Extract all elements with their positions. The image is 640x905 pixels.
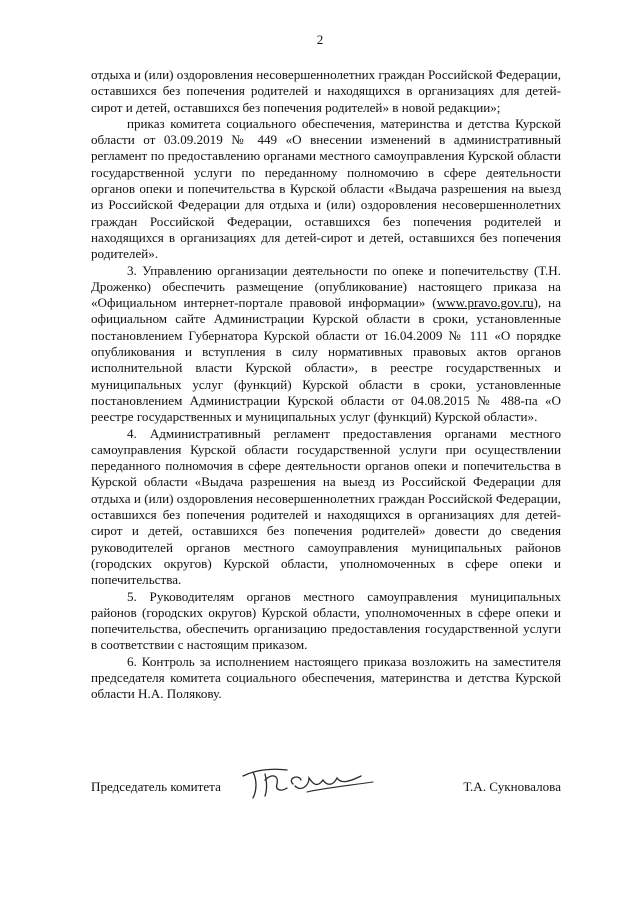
paragraph-3-text-b: ), на официальном сайте Администрации Курской области в сроки, установленные постановлением Губернатора Курской области от 16.04.2009 № 111 «О порядке опубликования и вступления в силу нормативных правовых актов органов исполнительной власти Курской области», в реестре государственных и муниципальных услуг (функций) Курской области в сроки, установленные постановлением Администрации Курской области от 04.08.2015 № 488-па «О реестре государственных и муниципальных услуг (функций) Курской области».: [91, 295, 562, 425]
paragraph-6: 6. Контроль за исполнением настоящего приказа возложить на заместителя председателя комитета социального обеспечения, материнства и детства Курской области Н.А. Полякову.: [91, 653, 561, 702]
paragraph-continuation: отдыха и (или) оздоровления несовершеннолетних граждан Российской Федерации, оставшихся без попечения родителей и находящихся в организациях для детей-сирот и детей, оставшихся без попечения родителей» в новой редакции»;: [91, 67, 561, 115]
paragraph-3-text-a: 3. Управлению организации деятельности по опеке и попечительству (Т.Н. Дроженко) обеспечить размещение (опубликование) настоящего приказа на «Официальном интернет-портале правовой информации» (: [91, 262, 561, 311]
handwritten-signature: [237, 756, 377, 802]
page-number: 2: [316, 32, 324, 47]
paragraph-3: [91, 263, 561, 426]
paragraph-5: 5. Руководителям органов местного самоуправления муниципальных районов (городских округов) Курской области, уполномоченных в сфере опеки и попечительства, обеспечить организацию предоставления государственной услуги в соответствии с настоящим приказом.: [91, 588, 561, 653]
document-body: [91, 67, 561, 703]
signature-block: [91, 774, 561, 814]
signer-name: Т.А. Сукновалова: [463, 779, 561, 794]
paragraph-4: 4. Административный регламент предоставления органами местного самоуправления Курской области государственной услуги при осуществлении переданного полномочия в сфере деятельности органов опеки и попечительства в Курской области «Выдача разрешения на выезд из Российской Федерации для отдыха и (или) оздоровления несовершеннолетних граждан Российской Федерации, оставшихся без попечения родителей и находящихся в организациях для детей-сирот и детей, оставшихся без попечения родителей» довести до сведения руководителей органов местного самоуправления муниципальных районов (городских округов) Курской области, уполномоченных в сфере опеки и попечительства.: [91, 425, 561, 588]
signer-title: Председатель комитета: [91, 779, 221, 794]
pravo-link[interactable]: www.pravo.gov.ru: [436, 295, 534, 311]
paragraph-order-449: приказ комитета социального обеспечения, материнства и детства Курской области от 03.09.2019 № 449 «О внесении изменений в административный регламент по предоставлению органами местного самоуправления Курской области государственной услуги по переданному полномочию в сфере деятельности органов опеки и попечительства в Курской области «Выдача разрешения на выезд из Российской Федерации для отдыха и (или) оздоровления несовершеннолетних граждан Российской Федерации, оставшихся без попечения родителей и находящихся в организациях для детей-сирот и детей, оставшихся без попечения родителей».: [91, 115, 561, 262]
